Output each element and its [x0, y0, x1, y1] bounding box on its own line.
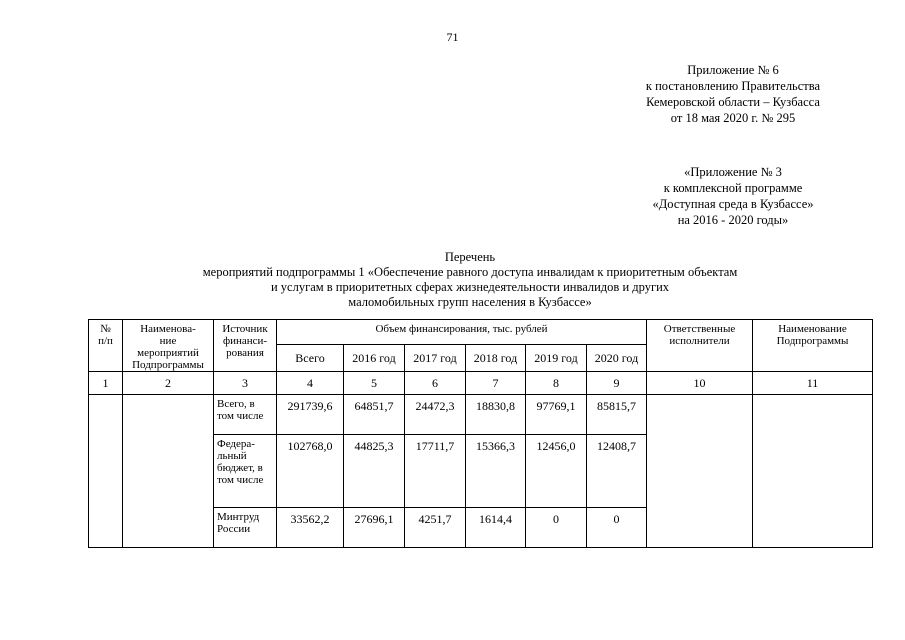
header-responsible: Ответственные исполнители [647, 320, 753, 372]
column-number: 1 [89, 372, 123, 395]
column-number-row [89, 372, 873, 395]
value-cell: 85815,7 [587, 395, 647, 435]
column-number: 2 [123, 372, 214, 395]
value-cell: 15366,3 [466, 435, 526, 508]
header-year: 2018 год [466, 345, 526, 372]
header-row [89, 320, 873, 345]
value-cell: 291739,6 [277, 395, 344, 435]
funding-table [88, 319, 873, 548]
value-cell: 97769,1 [526, 395, 587, 435]
appendix-3-line: «Приложение № 3 [684, 165, 782, 179]
header-num: № п/п [89, 320, 123, 372]
header-total: Всего [277, 345, 344, 372]
value-cell: 0 [587, 508, 647, 548]
value-cell: 17711,7 [405, 435, 466, 508]
column-number: 7 [466, 372, 526, 395]
header-event-name: Наименова- ние мероприятий Подпрограммы [123, 320, 214, 372]
title-line: мероприятий подпрограммы 1 «Обеспечение равного доступа инвалидам к приоритетным объектам [202, 265, 738, 279]
appendix-6-header [598, 62, 868, 126]
header-year: 2020 год [587, 345, 647, 372]
subprogram-cell [753, 395, 873, 548]
value-cell: 12456,0 [526, 435, 587, 508]
num-cell [89, 395, 123, 548]
column-number: 5 [344, 372, 405, 395]
title-line: и услугам в приоритетных сферах жизнедеятельности инвалидов и других [270, 280, 670, 294]
title-line: Перечень [444, 250, 496, 264]
source-cell: Минтруд России [214, 508, 277, 548]
header-funding: Объем финансирования, тыс. рублей [277, 320, 647, 345]
column-number: 10 [647, 372, 753, 395]
appendix-3-header [598, 164, 868, 228]
appendix-6-line: к постановлению Правительства [645, 79, 821, 93]
value-cell: 64851,7 [344, 395, 405, 435]
appendix-3-line: «Доступная среда в Кузбассе» [652, 197, 814, 211]
appendix-3-line: на 2016 - 2020 годы» [677, 213, 789, 227]
column-number: 8 [526, 372, 587, 395]
value-cell: 44825,3 [344, 435, 405, 508]
header-year: 2017 год [405, 345, 466, 372]
appendix-6-line: Приложение № 6 [687, 63, 779, 77]
column-number: 11 [753, 372, 873, 395]
value-cell: 18830,8 [466, 395, 526, 435]
value-cell: 102768,0 [277, 435, 344, 508]
table-row [89, 395, 873, 435]
page-number: 71 [446, 30, 459, 44]
header-subprogram: Наименование Подпрограммы [753, 320, 873, 372]
column-number: 4 [277, 372, 344, 395]
title-line: маломобильных групп населения в Кузбассе» [348, 295, 592, 309]
value-cell: 12408,7 [587, 435, 647, 508]
column-number: 6 [405, 372, 466, 395]
header-year: 2019 год [526, 345, 587, 372]
column-number: 9 [587, 372, 647, 395]
appendix-3-line: к комплексной программе [663, 181, 803, 195]
responsible-cell [647, 395, 753, 548]
value-cell: 4251,7 [405, 508, 466, 548]
value-cell: 24472,3 [405, 395, 466, 435]
column-number: 3 [214, 372, 277, 395]
header-source: Источник финанси- рования [214, 320, 277, 372]
source-cell: Всего, в том числе [214, 395, 277, 435]
appendix-6-line: Кемеровской области – Кузбасса [646, 95, 820, 109]
value-cell: 27696,1 [344, 508, 405, 548]
event-name-cell [123, 395, 214, 548]
value-cell: 0 [526, 508, 587, 548]
header-year: 2016 год [344, 345, 405, 372]
value-cell: 33562,2 [277, 508, 344, 548]
appendix-6-line: от 18 мая 2020 г. № 295 [670, 111, 796, 125]
source-cell: Федера- льный бюджет, в том числе [214, 435, 277, 508]
document-title [70, 250, 870, 310]
value-cell: 1614,4 [466, 508, 526, 548]
